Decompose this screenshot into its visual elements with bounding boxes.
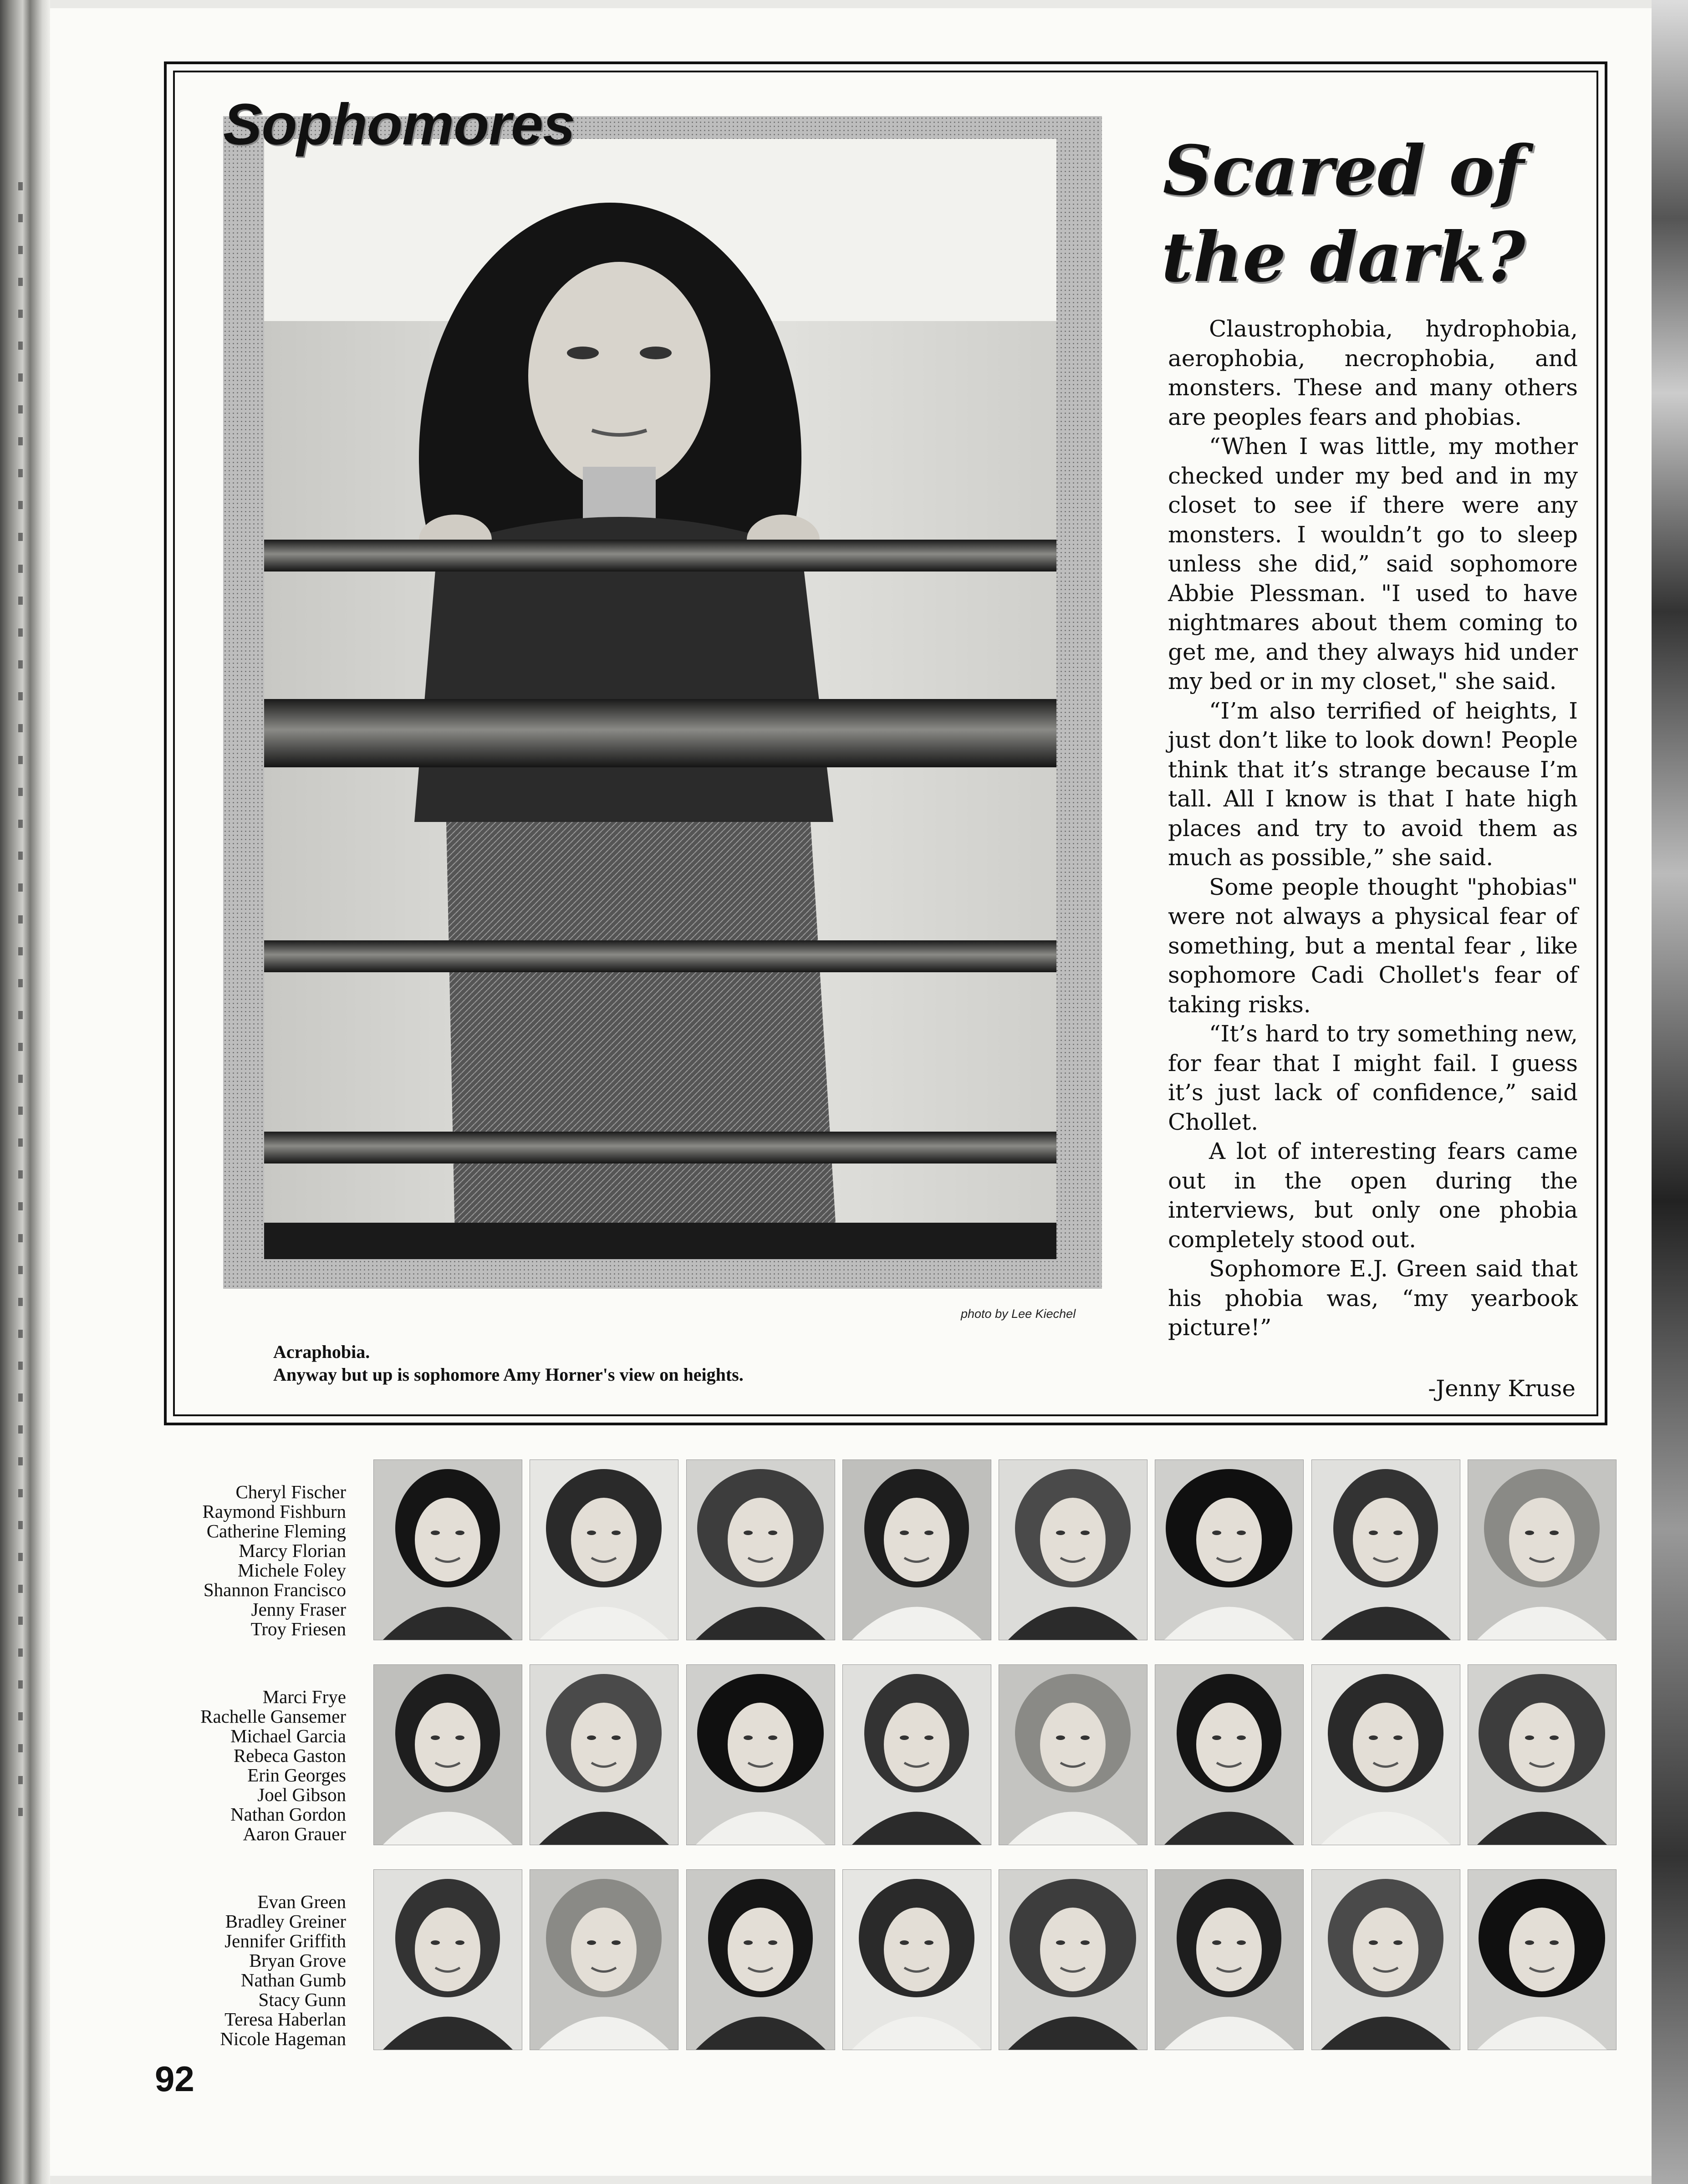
student-portrait <box>373 1459 522 1640</box>
student-name: Nathan Gumb <box>240 1970 346 1990</box>
student-name: Bryan Grove <box>249 1950 346 1971</box>
portrait-shape <box>1393 1940 1402 1945</box>
student-name: Rachelle Gansemer <box>200 1706 346 1727</box>
portrait-shape <box>728 1703 793 1786</box>
portrait-shape <box>1369 1940 1378 1945</box>
student-portrait <box>1155 1664 1304 1845</box>
student-portrait <box>530 1869 678 2050</box>
byline: -Jenny Kruse <box>1428 1375 1576 1402</box>
portrait-shape <box>1237 1531 1246 1535</box>
portrait-shape <box>571 1908 637 1991</box>
portrait-shape <box>1212 1940 1221 1945</box>
story-paragraph: “It’s hard to try something new, for fear that I might fail. I guess it’s just lack of confidence,” said Chollet. <box>1168 1021 1578 1135</box>
portrait-shape <box>768 1940 777 1945</box>
portrait-shape <box>612 1735 621 1740</box>
portrait-shape <box>924 1531 933 1535</box>
student-name: Catherine Fleming <box>206 1521 346 1541</box>
portrait-shape <box>1550 1940 1559 1945</box>
portrait-shape <box>900 1735 909 1740</box>
student-name: Nicole Hageman <box>220 2028 346 2049</box>
portrait-shape <box>924 1735 933 1740</box>
student-portrait <box>1155 1459 1304 1640</box>
portrait-shape <box>431 1940 440 1945</box>
student-name: Evan Green <box>257 1891 346 1912</box>
student-name: Michele Foley <box>238 1560 346 1581</box>
caption-title: Acraphobia. <box>273 1342 370 1362</box>
feature-photo-illustration <box>264 139 1056 1259</box>
page-number: 92 <box>155 2059 194 2099</box>
portrait-shape <box>1237 1735 1246 1740</box>
portrait-shape <box>1081 1940 1090 1945</box>
name-list-row-1 <box>137 1482 346 1639</box>
portrait-shape <box>728 1498 793 1582</box>
binding-texture <box>18 182 23 1822</box>
portrait-shape <box>900 1531 909 1535</box>
portrait-shape <box>744 1531 753 1535</box>
portrait-shape <box>1353 1908 1418 1991</box>
student-name: Marcy Florian <box>239 1540 346 1561</box>
portrait-shape <box>587 1735 596 1740</box>
headline <box>1120 128 1566 301</box>
portrait-shape <box>587 1531 596 1535</box>
story-paragraph: A lot of interesting fears came out in the open during the interviews, but only one phobia completely stood out. <box>1168 1138 1578 1253</box>
student-portrait <box>686 1869 835 2050</box>
headline-line-1: Scared of <box>1163 131 1524 211</box>
portrait-shape <box>744 1940 753 1945</box>
student-name: Michael Garcia <box>230 1725 346 1746</box>
student-name: Marci Frye <box>262 1686 346 1707</box>
portrait-shape <box>1081 1735 1090 1740</box>
portrait-shape <box>1369 1531 1378 1535</box>
portrait-shape <box>415 1703 480 1786</box>
photo-credit: photo by Lee Kiechel <box>961 1307 1076 1321</box>
portrait-shape <box>744 1735 753 1740</box>
student-portrait <box>530 1459 678 1640</box>
student-name: Troy Friesen <box>250 1618 346 1639</box>
student-name: Jennifer Griffith <box>224 1930 346 1951</box>
portrait-shape <box>1212 1735 1221 1740</box>
portrait-shape <box>768 1735 777 1740</box>
portrait-shape <box>587 1940 596 1945</box>
portrait-shape <box>612 1940 621 1945</box>
student-name: Jenny Fraser <box>251 1599 346 1620</box>
student-name: Teresa Haberlan <box>224 2009 346 2030</box>
portrait-shape <box>1040 1908 1106 1991</box>
student-name: Stacy Gunn <box>258 1989 346 2010</box>
student-portrait <box>1468 1869 1617 2050</box>
portrait-shape <box>1196 1498 1262 1582</box>
portrait-shape <box>1196 1703 1262 1786</box>
story-paragraph: “When I was little, my mother checked under my bed and in my closet to see if there were any monsters. I wouldn’t go to sleep unless she did,” said sophomore Abbie Plessman. "I used to have nightmares about them coming to get me, and they always hid under my bed or in my closet," she said. <box>1168 433 1578 694</box>
portrait-shape <box>1196 1908 1262 1991</box>
portrait-shape <box>1369 1735 1378 1740</box>
student-portrait <box>1155 1869 1304 2050</box>
story-text <box>1168 314 1578 1342</box>
portrait-shape <box>612 1531 621 1535</box>
portrait-shape <box>431 1531 440 1535</box>
student-name: Shannon Francisco <box>203 1579 346 1600</box>
student-name: Cheryl Fischer <box>235 1481 346 1502</box>
name-list-row-2 <box>137 1687 346 1844</box>
portrait-shape <box>900 1940 909 1945</box>
portrait-shape <box>431 1735 440 1740</box>
student-portrait <box>1311 1664 1460 1845</box>
portrait-shape <box>1509 1703 1575 1786</box>
student-name: Rebeca Gaston <box>233 1745 346 1766</box>
portrait-shape <box>768 1531 777 1535</box>
student-portrait <box>1468 1459 1617 1640</box>
student-name: Raymond Fishburn <box>202 1501 346 1522</box>
portrait-shape <box>415 1498 480 1582</box>
student-portrait <box>842 1459 991 1640</box>
name-list-row-3 <box>137 1892 346 2049</box>
headline-line-2: the dark? <box>1161 217 1525 297</box>
student-portrait <box>686 1664 835 1845</box>
portrait-shape <box>571 1703 637 1786</box>
student-name: Erin Georges <box>247 1765 346 1786</box>
student-name: Joel Gibson <box>257 1784 346 1805</box>
feature-photo <box>264 139 1056 1259</box>
portrait-shape <box>1081 1531 1090 1535</box>
portrait-shape <box>728 1908 793 1991</box>
portrait-shape <box>455 1531 464 1535</box>
portrait-shape <box>1040 1498 1106 1582</box>
student-portrait <box>999 1869 1147 2050</box>
portrait-shape <box>1056 1940 1065 1945</box>
portrait-shape <box>571 1498 637 1582</box>
student-portrait <box>999 1459 1147 1640</box>
portrait-shape <box>1212 1531 1221 1535</box>
portrait-shape <box>1509 1498 1575 1582</box>
student-portrait <box>999 1664 1147 1845</box>
portrait-shape <box>1393 1735 1402 1740</box>
book-binding <box>0 0 50 2184</box>
student-portrait <box>842 1664 991 1845</box>
portrait-shape <box>1525 1940 1534 1945</box>
portrait-row-2 <box>373 1664 1617 1844</box>
student-name: Aaron Grauer <box>243 1823 346 1844</box>
student-portrait <box>1311 1459 1460 1640</box>
portrait-shape <box>884 1908 949 1991</box>
story-paragraph: Some people thought "phobias" were not always a physical fear of something, but a mental fear , like sophomore Cadi Chollet's fear of taking risks. <box>1168 873 1578 1018</box>
story-paragraph: “I’m also terrified of heights, I just don’t like to look down! People think that it’s strange because I’m tall. All I know is that I hate high places and try to avoid them as much as possible,” she said. <box>1168 697 1578 871</box>
student-portrait <box>1468 1664 1617 1845</box>
section-title: Sophomores <box>223 92 575 157</box>
portrait-shape <box>884 1498 949 1582</box>
student-portrait <box>373 1664 522 1845</box>
portrait-shape <box>1550 1735 1559 1740</box>
portrait-shape <box>884 1703 949 1786</box>
caption-text: Anyway but up is sophomore Amy Horner's view on heights. <box>273 1364 744 1385</box>
student-portrait <box>686 1459 835 1640</box>
portrait-shape <box>1353 1498 1418 1582</box>
story-paragraph: Sophomore E.J. Green said that his phobia was, “my yearbook picture!” <box>1168 1255 1578 1341</box>
portrait-row-3 <box>373 1869 1617 2049</box>
portrait-shape <box>1237 1940 1246 1945</box>
portrait-shape <box>1550 1531 1559 1535</box>
portrait-shape <box>1509 1908 1575 1991</box>
portrait-shape <box>1353 1703 1418 1786</box>
portrait-shape <box>1525 1531 1534 1535</box>
portrait-shape <box>1056 1735 1065 1740</box>
portrait-row-1 <box>373 1459 1617 1639</box>
portrait-shape <box>455 1940 464 1945</box>
student-portrait <box>373 1869 522 2050</box>
student-portrait <box>530 1664 678 1845</box>
student-name: Nathan Gordon <box>230 1804 346 1825</box>
story-paragraph: Claustrophobia, hydrophobia, aerophobia, necrophobia, and monsters. These and many others are peoples fears and phobias. <box>1168 316 1578 430</box>
portrait-shape <box>1393 1531 1402 1535</box>
portrait-shape <box>924 1940 933 1945</box>
portrait-shape <box>1056 1531 1065 1535</box>
portrait-shape <box>1525 1735 1534 1740</box>
student-name: Bradley Greiner <box>225 1911 346 1932</box>
portrait-shape <box>1040 1703 1106 1786</box>
facing-page-edge <box>1652 0 1688 2184</box>
portrait-shape <box>455 1735 464 1740</box>
student-portrait <box>1311 1869 1460 2050</box>
portrait-shape <box>415 1908 480 1991</box>
student-portrait <box>842 1869 991 2050</box>
